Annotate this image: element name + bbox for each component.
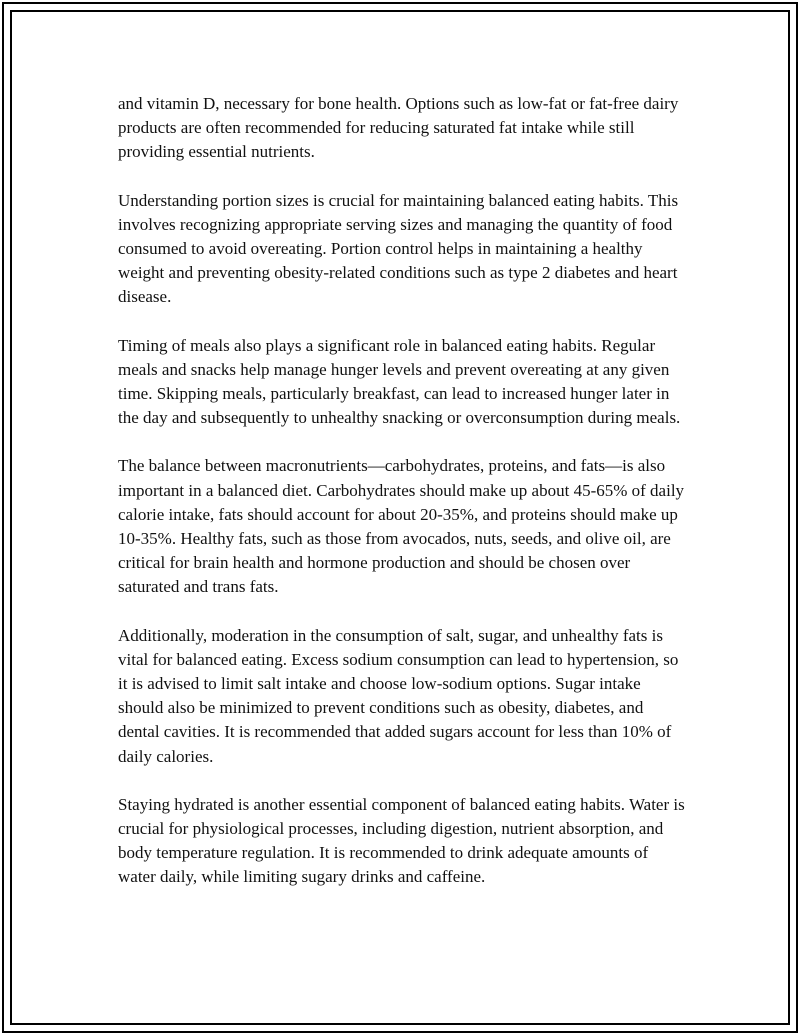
paragraph-bone-health: and vitamin D, necessary for bone health. Options such as low-fat or fat-free dairy products are often recommended for reducing saturated fat intake while still providing essential nutrients. bbox=[118, 94, 679, 162]
paragraph-hydration: Staying hydrated is another essential component of balanced eating habits. Water is crucial for physiological processes, including digestion, nutrient absorption, and body temperature regulation. It is recommended to drink adequate amounts of water daily, while limiting sugary drinks and caffeine. bbox=[118, 794, 685, 887]
paragraph-portion-sizes: Understanding portion sizes is crucial for maintaining balanced eating habits. This involves recognizing appropriate serving sizes and managing the quantity of food consumed to avoid overeating. Portion control helps in maintaining a healthy weight and preventing obesity-related conditions such as type 2 diabetes and heart disease. bbox=[118, 190, 679, 307]
paragraph-meal-timing: Timing of meals also plays a significant role in balanced eating habits. Regular meals and snacks help manage hunger levels and prevent overeating at any given time. Skipping meals, particularly breakfast, can lead to increased hunger later in the day and subsequently to unhealthy snacking or overconsumption during meals. bbox=[118, 335, 681, 428]
paragraph-moderation: Additionally, moderation in the consumption of salt, sugar, and unhealthy fats is vital for balanced eating. Excess sodium consumption can lead to hypertension, so it is advised to limit salt intake and choose low-sodium options. Sugar intake should also be minimized to prevent conditions such as obesity, diabetes, and dental cavities. It is recommended that added sugars account for less than 10% of daily calories. bbox=[118, 625, 679, 766]
paragraph-macronutrients: The balance between macronutrients—carbohydrates, proteins, and fats—is also important in a balanced diet. Carbohydrates should make up about 45-65% of daily calorie intake, fats should account for about 20-35%, and proteins should make up 10-35%. Healthy fats, such as those from avocados, nuts, seeds, and olive oil, are critical for brain health and hormone production and should be chosen over saturated and trans fats. bbox=[118, 456, 685, 597]
document-body bbox=[118, 92, 688, 914]
